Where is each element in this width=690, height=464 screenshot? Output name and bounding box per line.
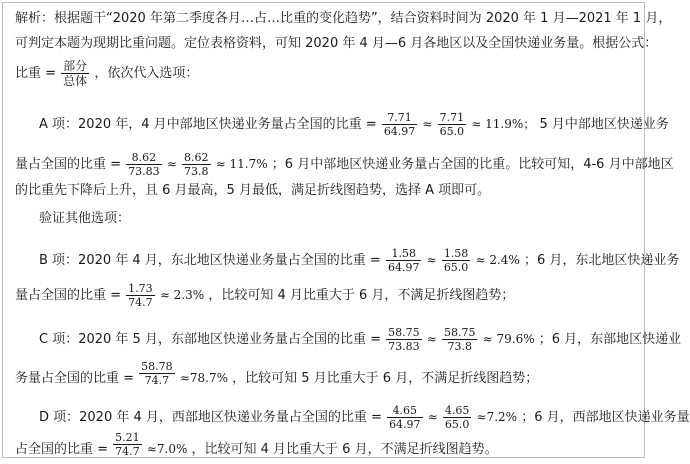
result-value: ≈7.0% [146,442,188,456]
ratio-fraction [386,326,422,353]
approx-sign: ≈ [427,410,438,424]
option-a-text: A 项：2020 年，4 月中部地区快递业务量占全国的比重 = [39,117,377,132]
result-value: ≈ 2.4% [475,253,520,267]
option-c-line-2 [15,360,539,392]
ratio-fraction [442,247,471,274]
result-value: ≈ 11.7% [215,157,268,171]
ratio-fraction [386,247,422,274]
denominator: 73.83 [128,165,160,178]
approx-sign: ≈ [426,332,437,346]
ratio-fraction [387,404,423,431]
numerator: 58.75 [388,326,420,339]
result-value: ≈ 79.6% [482,332,535,346]
numerator: 4.65 [387,404,423,418]
result-value: ≈ 11.9%； [471,117,536,131]
denominator: 64.97 [387,261,420,274]
result-value: ≈7.2% [476,410,518,424]
intro-text-2: 可判定本题为现期比重问题。定位表格资料，可知 2020 年 4 月—6 月各地区以及全国快递业务量。根据公式： [15,36,658,51]
numerator: 58.75 [443,326,476,339]
ratio-fraction [382,111,418,138]
result-value: ≈78.7% [179,371,228,385]
option-c-text: C 项：2020 年 5 月，东部地区快递业务量占全国的比重 = [39,332,381,347]
option-d-text: D 项：2020 年 4 月，西部地区快递业务量占全国的比重 = [39,410,382,425]
option-b-text-tail: ，比较可知 4 月比重大于 6 月，不满足折线图趋势； [208,288,515,303]
numerator: 58.78 [141,360,173,373]
numerator: 部分 [63,59,88,73]
option-a-line-2 [15,151,674,178]
option-d-line-1 [39,404,690,431]
verify-heading-text: 验证其他选项： [39,211,131,226]
option-a-text-tail: 5 月中部地区快递业务 [539,117,669,132]
ratio-fraction [139,360,175,387]
verify-heading [39,211,130,227]
numerator: 8.62 [184,151,209,164]
option-a-line-1 [39,111,669,138]
formula-line [15,59,198,88]
option-c-text-tail: ；6 月，东部地区快递业 [538,332,682,347]
numerator: 1.58 [443,247,469,260]
option-c-text-tail: ，比较可知 5 月比重大于 6 月，不满足折线图趋势； [232,371,539,386]
ratio-fraction [126,151,162,178]
denominator: 64.97 [389,418,421,431]
ratio-fraction [182,151,211,178]
option-a-text: 量占全国的比重 = [15,157,122,172]
denominator: 73.8 [184,165,209,178]
numerator: 7.71 [439,111,465,124]
answer-explanation [2,2,690,458]
option-c-line-1 [39,326,681,353]
numerator: 5.21 [115,431,140,444]
option-a-conclusion: 的比重先下降后上升，且 6 月最高，5 月最低，满足折线图趋势，选择 A 项即可。 [15,183,491,198]
approx-sign: ≈ [426,253,437,267]
formula-fraction [61,59,89,88]
approx-sign: ≈ [166,157,177,171]
option-d-line-2 [15,431,498,463]
ratio-fraction [442,326,478,353]
denominator: 65.0 [444,418,470,431]
intro-line-2 [15,36,657,52]
option-b-line-2 [15,282,514,309]
denominator: 74.7 [115,445,140,458]
denominator: 74.7 [128,296,153,309]
numerator: 8.62 [126,151,162,165]
option-d-text-tail: ；6 月，西部地区快递业务量 [521,410,690,425]
option-d-text-tail: ，比较可知 4 月比重大于 6 月，不满足折线图趋势。 [191,442,498,457]
option-a-text-tail: ；6 月中部地区快递业务量占全国的比重。比较可知，4-6 月中部地区 [271,157,674,172]
denominator: 64.97 [383,125,416,138]
denominator: 73.83 [388,340,420,353]
option-b-text: 量占全国的比重 = [15,288,122,303]
intro-line-1 [15,11,671,27]
formula-note: ，依次代入选项： [94,66,199,81]
ratio-fraction [126,282,155,309]
option-b-line-1 [39,247,679,274]
numerator: 4.65 [444,404,470,417]
numerator: 1.58 [386,247,422,261]
option-c-text: 务量占全国的比重 = [15,371,135,386]
denominator: 65.0 [443,261,469,274]
result-value: ≈ 2.3% [159,288,205,302]
denominator: 74.7 [144,374,170,387]
option-d-text: 占全国的比重 = [15,442,109,457]
option-a-line-3 [15,183,490,199]
denominator: 73.8 [447,340,472,353]
option-b-text-tail: ；6 月，东北地区快递业务 [523,253,680,268]
denominator: 总体 [63,74,88,88]
formula-label: 比重 = [15,66,57,81]
ratio-fraction [438,111,467,138]
numerator: 7.71 [382,111,418,125]
ratio-fraction [113,431,142,458]
approx-sign: ≈ [422,117,433,131]
denominator: 65.0 [439,125,465,138]
intro-text-1: 解析：根据题干“2020 年第二季度各月…占…比重的变化趋势”，结合资料时间为 2020 年 1 月—2021 年 1 月， [15,11,672,26]
numerator: 1.73 [128,282,153,295]
ratio-fraction [443,404,472,431]
option-b-text: B 项：2020 年 4 月，东北地区快递业务量占全国的比重 = [39,253,381,268]
